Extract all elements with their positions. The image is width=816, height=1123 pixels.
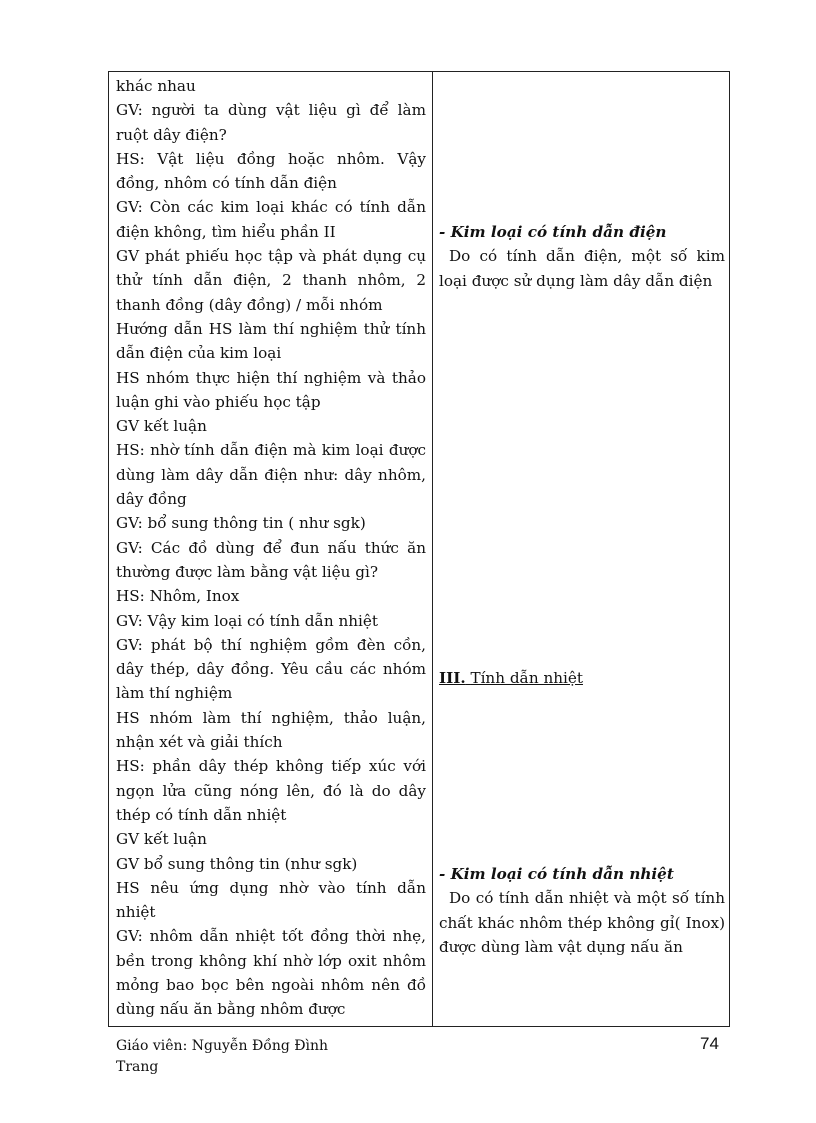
activity-line: GV: người ta dùng vật liệu gì để làm ruột dây điện? — [116, 101, 426, 144]
column-divider — [432, 71, 433, 1027]
activity-line: HS nêu ứng dụng nhờ vào tính dẫn nhiệt — [116, 878, 426, 922]
teacher-name: Giáo viên: Nguyễn Đồng Đình Trang — [116, 1038, 329, 1075]
activity-line: GV: Vậy kim loại có tính dẫn nhiệt — [116, 611, 378, 630]
activity-line: HS: Nhôm, Inox — [116, 587, 240, 606]
activity-line: HS nhóm làm thí nghiệm, thảo luận, nhận xét và giải thích — [116, 708, 426, 752]
thermal-block — [439, 862, 725, 959]
page-number: 74 — [700, 1034, 719, 1053]
activity-line: khác nhau — [116, 77, 196, 95]
thermal-text: Do có tính dẫn nhiệt và một số tính chất khác nhôm thép không gỉ( Inox) được dùng làm vật dụng nấu ăn — [439, 889, 725, 956]
section-number: III. — [439, 669, 466, 687]
conductivity-text: Do có tính dẫn điện, một số kim loại được sử dụng làm dây dẫn điện — [439, 247, 725, 290]
section-name: Tính dẫn nhiệt — [470, 669, 583, 687]
activity-line: GV: bổ sung thông tin ( như sgk) — [116, 514, 366, 533]
section-heading — [439, 666, 725, 690]
activity-line: GV kết luận — [116, 830, 207, 849]
thermal-heading: - Kim loại có tính dẫn nhiệt — [439, 865, 674, 883]
activity-line: GV: nhôm dẫn nhiệt tốt đồng thời nhẹ, bền trong không khí nhờ lớp oxit nhôm mỏng bao bọc bên ngoài nhôm nên đồ dùng nấu ăn bằng nhôm được — [116, 927, 426, 1019]
activity-line: Hướng dẫn HS làm thí nghiệm thử tính dẫn điện của kim loại — [116, 319, 426, 363]
activity-line: HS nhóm thực hiện thí nghiệm và thảo luận ghi vào phiếu học tập — [116, 368, 426, 411]
activity-line: GV kết luận — [116, 417, 207, 436]
activity-line: GV: phát bộ thí nghiệm gồm đèn cồn, dây thép, dây đồng. Yêu cầu các nhóm làm thí nghiệm — [116, 635, 426, 703]
activity-line: GV: Các đồ dùng để đun nấu thức ăn thường được làm bằng vật liệu gì? — [116, 538, 426, 581]
activity-line: GV: Còn các kim loại khác có tính dẫn điện không, tìm hiểu phần II — [116, 198, 426, 241]
activities-column — [116, 74, 426, 1022]
conductivity-block — [439, 220, 725, 293]
activity-line: GV bổ sung thông tin (như sgk) — [116, 854, 358, 873]
activity-line: HS: nhờ tính dẫn điện mà kim loại được dùng làm dây dẫn điện như: dây nhôm, dây đồng — [116, 441, 426, 509]
conductivity-heading: - Kim loại có tính dẫn điện — [439, 223, 667, 241]
section-title — [439, 669, 583, 687]
activity-line: GV phát phiếu học tập và phát dụng cụ thử tính dẫn điện, 2 thanh nhôm, 2 thanh đồng (dây đồng) / mỗi nhóm — [116, 247, 426, 314]
activity-line: HS: phần dây thép không tiếp xúc với ngọn lửa cũng nóng lên, đó là do dây thép có tính dẫn nhiệt — [116, 757, 426, 824]
activity-line: HS: Vật liệu đồng hoặc nhôm. Vậy đồng, nhôm có tính dẫn điện — [116, 149, 426, 193]
